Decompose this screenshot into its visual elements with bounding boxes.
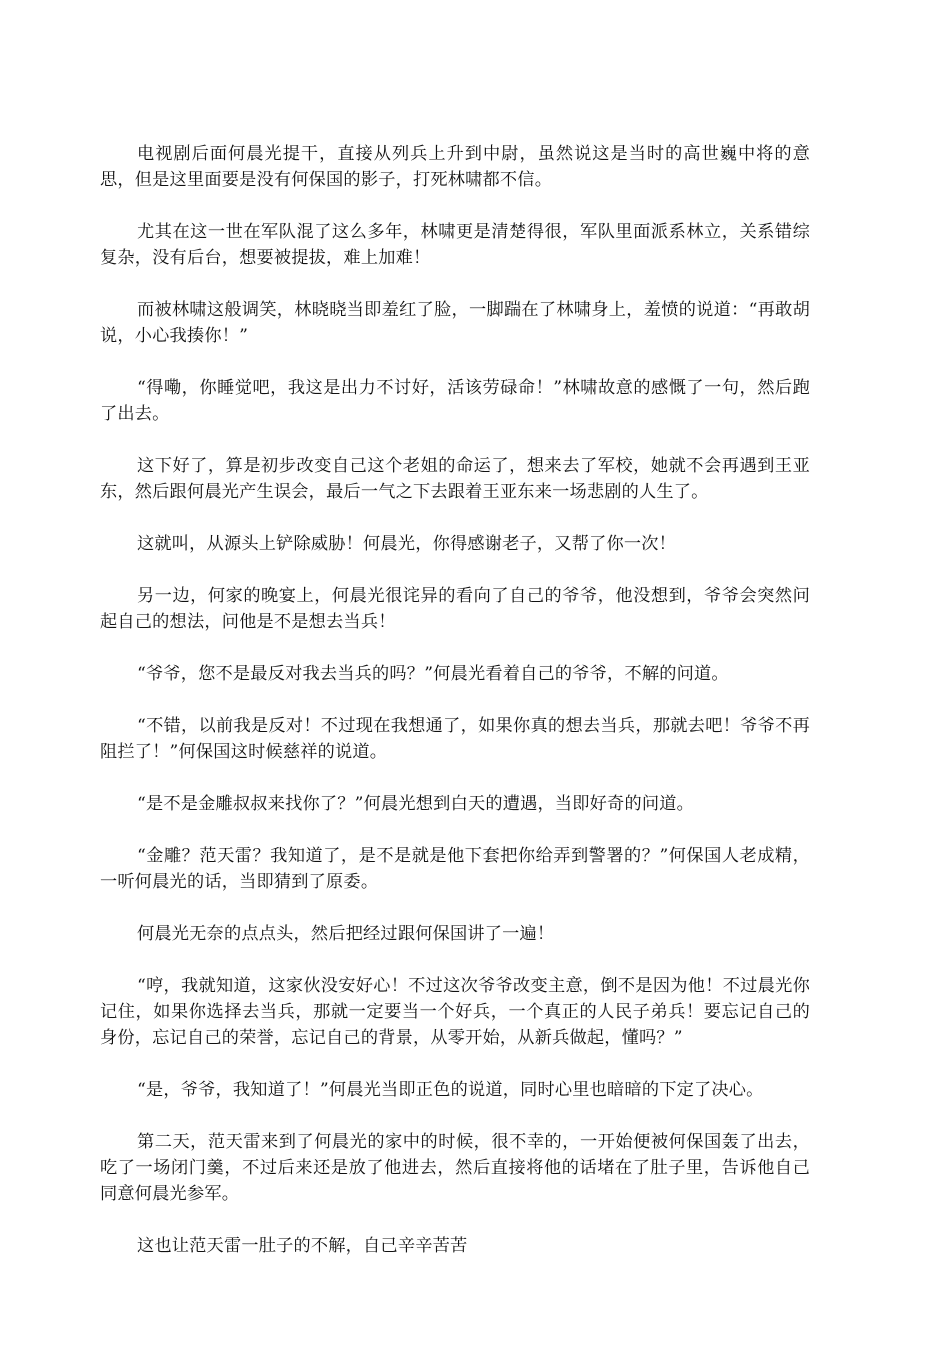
paragraph: “得嘞，你睡觉吧，我这是出力不讨好，活该劳碌命！”林啸故意的感慨了一句，然后跑了出去。 (100, 378, 810, 424)
paragraph: “不错，以前我是反对！不过现在我想通了，如果你真的想去当兵，那就去吧！爷爷不再阻拦了！”何保国这时候慈祥的说道。 (100, 716, 810, 762)
paragraph: 这就叫，从源头上铲除威胁！何晨光，你得感谢老子，又帮了你一次！ (137, 534, 677, 554)
paragraph: “爷爷，您不是最反对我去当兵的吗？”何晨光看着自己的爷爷，不解的问道。 (137, 664, 729, 684)
paragraph: “是，爷爷，我知道了！”何晨光当即正色的说道，同时心里也暗暗的下定了决心。 (137, 1080, 764, 1100)
paragraph: 这也让范天雷一肚子的不解，自己辛辛苦苦 (137, 1236, 468, 1256)
paragraph: “是不是金雕叔叔来找你了？”何晨光想到白天的遭遇，当即好奇的问道。 (137, 794, 694, 814)
document-body (100, 141, 810, 1285)
paragraph: 电视剧后面何晨光提干，直接从列兵上升到中尉，虽然说这是当时的高世巍中将的意思，但是这里面要是没有何保国的影子，打死林啸都不信。 (100, 144, 810, 190)
paragraph: 何晨光无奈的点点头，然后把经过跟何保国讲了一遍！ (137, 924, 555, 944)
paragraph: 尤其在这一世在军队混了这么多年，林啸更是清楚得很，军队里面派系林立，关系错综复杂，没有后台，想要被提拔，难上加难！ (100, 222, 810, 268)
paragraph: “金雕？范天雷？我知道了，是不是就是他下套把你给弄到警署的？”何保国人老成精，一听何晨光的话，当即猜到了原委。 (100, 846, 810, 892)
paragraph: 第二天，范天雷来到了何晨光的家中的时候，很不幸的，一开始便被何保国轰了出去，吃了一场闭门羹，不过后来还是放了他进去，然后直接将他的话堵在了肚子里，告诉他自己同意何晨光参军。 (100, 1132, 810, 1204)
paragraph: “哼，我就知道，这家伙没安好心！不过这次爷爷改变主意，倒不是因为他！不过晨光你记住，如果你选择去当兵，那就一定要当一个好兵，一个真正的人民子弟兵！要忘记自己的身份，忘记自己的荣誉，忘记自己的背景，从零开始，从新兵做起，懂吗？” (100, 976, 810, 1048)
paragraph: 另一边，何家的晚宴上，何晨光很诧异的看向了自己的爷爷，他没想到，爷爷会突然问起自己的想法，问他是不是想去当兵！ (100, 586, 810, 632)
paragraph: 这下好了，算是初步改变自己这个老姐的命运了，想来去了军校，她就不会再遇到王亚东，然后跟何晨光产生误会，最后一气之下去跟着王亚东来一场悲剧的人生了。 (100, 456, 810, 502)
paragraph: 而被林啸这般调笑，林晓晓当即羞红了脸，一脚踹在了林啸身上，羞愤的说道：“再敢胡说，小心我揍你！” (100, 300, 810, 346)
